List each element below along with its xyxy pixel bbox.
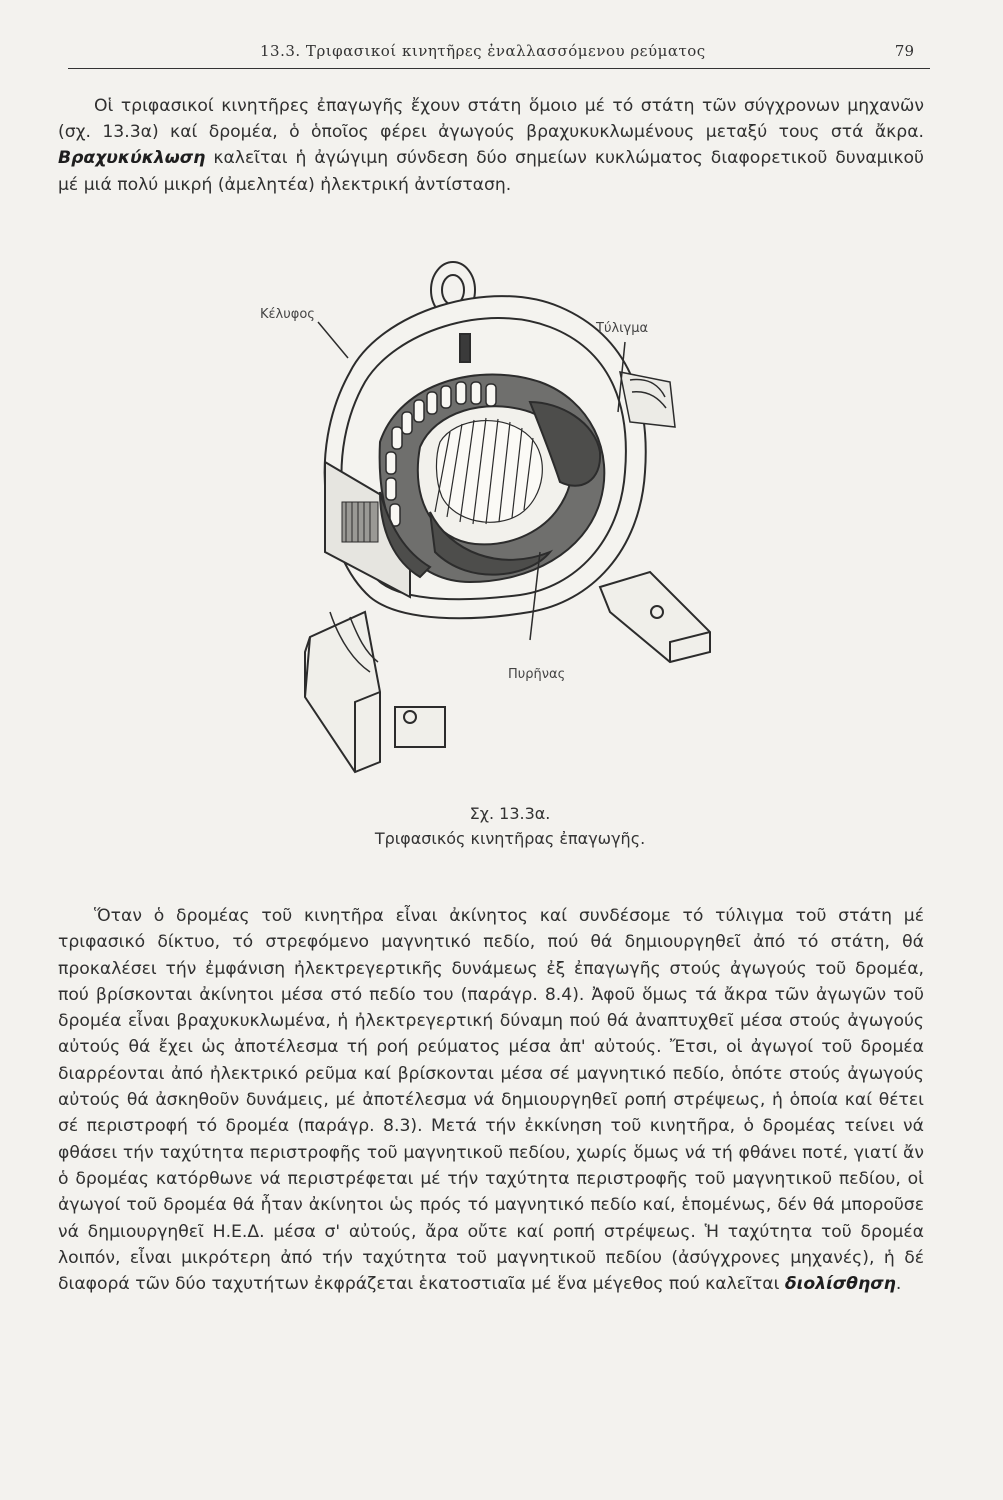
body-text-a: Ὅταν ὁ δρομέας τοῦ κινητῆρα εἶναι ἀκίνητος καί συνδέσομε τό τύλιγμα τοῦ στάτη μέ τριφασικό δίκτυο, τό στρεφόμενο μαγνητικό πεδίο, πού θά δημιουργηθεῖ ἀπό τό στάτη, θά προκαλέσει τήν ἐμφάνιση ἠλεκτρεγερτικῆς δυνάμεως ἐξ ἐπαγωγῆς στούς ἀγωγούς τοῦ δρομέα, πού βρίσκονται ἀκίνητοι μέσα στό πεδίο του (παράγρ. 8.4). Ἀφοῦ ὅμως τά ἄκρα τῶν ἀγωγῶν τοῦ δρομέα εἶναι βραχυκυκλωμένα, ἡ ἠλεκτρεγερτική δύναμη πού θά ἀναπτυχθεῖ μέσα στούς ἀγωγούς αὐτούς θά ἔχει ὡς ἀποτέλεσμα τή ροή ρεύματος μέσα ἀπ' αὐτούς. Ἔτσι, οἱ ἀγωγοί τοῦ δρομέα διαρρέονται ἀπό ἠλεκτρικό ρεῦμα καί βρίσκονται μέσα σέ μαγνητικό πεδίο, ὁπότε στούς ἀγωγούς αὐτούς θά ἀσκηθοῦν δυνάμεις, μέ ἀποτέλεσμα νά δημιουργηθεῖ ροπή στρέψεως, ἡ ὁποία καί θέτει σέ περιστροφή τό δρομέα (παράγρ. 8.3). Μετά τήν ἐκκίνηση τοῦ κινητῆρα, ὁ δρομέας τείνει νά φθάσει τήν ταχύτητα περιστροφῆς τοῦ μαγνητικοῦ πεδίου, χωρίς ὅμως νά τή φθάνει ποτέ, γιατί ἄν ὁ δρομέας κατόρθωνε νά περιστρέφεται μέ τήν ταχύτητα περιστροφῆς τοῦ μαγνητικοῦ πεδίου, οἱ ἀγωγοί τοῦ δρομέα θά ἦταν ἀκίνητοι ὡς πρός τό μαγνητικό πεδίο καί, ἑπομένως, δέν θά μποροῦσε νά δημιουργηθεῖ Η.Ε.Δ. μέσα σ' αὐτούς, ἄρα οὔτε καί ροπή στρέψεως. Ἡ ταχύτητα τοῦ δρομέα λοιπόν, εἶναι μικρότερη ἀπό τήν ταχύτητα τοῦ μαγνητικοῦ πεδίου (ἀσύγχρονες μηχανές), ἡ δέ διαφορά τῶν δύο ταχυτήτων ἐκφράζεται ἑκατοστιαῖα μέ ἕνα μέγεθος πού καλεῖται bbox=[58, 906, 924, 1295]
shell-leader-line bbox=[318, 322, 348, 358]
label-winding: Τύλιγμα bbox=[596, 321, 649, 336]
section-title: 13.3. Τριφασικοί κινητῆρες ἐναλλασσόμενου ρεύματος bbox=[260, 42, 706, 60]
intro-text-b: καλεῖται ἡ ἀγώγιμη σύνδεση δύο σημείων κυκλώματος διαφορετικοῦ δυναμικοῦ μέ μιά πολύ μικρή (ἀμελητέα) ἠλεκτρική ἀντίσταση. bbox=[58, 148, 924, 195]
body-paragraph bbox=[58, 903, 924, 1297]
body-text-b: . bbox=[895, 1274, 902, 1295]
term-short-circuit: Βραχυκύκλωση bbox=[58, 148, 206, 169]
figure-caption: Τριφασικός κινητῆρας ἐπαγωγῆς. bbox=[374, 829, 646, 848]
page-number: 79 bbox=[894, 42, 914, 60]
label-core: Πυρῆνας bbox=[508, 667, 566, 682]
page-header bbox=[68, 42, 930, 69]
term-slip: διολίσθηση bbox=[784, 1274, 896, 1295]
figure-number: Σχ. 13.3α. bbox=[469, 804, 551, 823]
core-lamination-strip bbox=[342, 502, 378, 542]
rotor-lamination bbox=[435, 418, 542, 524]
label-shell: Κέλυφος bbox=[260, 307, 315, 322]
intro-paragraph bbox=[58, 93, 924, 198]
intro-text-a: Οἱ τριφασικοί κινητῆρες ἐπαγωγῆς ἔχουν στάτη ὅμοιο μέ τό στάτη τῶν σύγχρονων μηχανῶν (σχ. 13.3α) καί δρομέα, ὁ ὁποῖος φέρει ἀγωγούς βραχυκυκλωμένους μεταξύ τους στά ἄκρα. bbox=[58, 96, 924, 143]
motor-illustration bbox=[230, 252, 750, 812]
